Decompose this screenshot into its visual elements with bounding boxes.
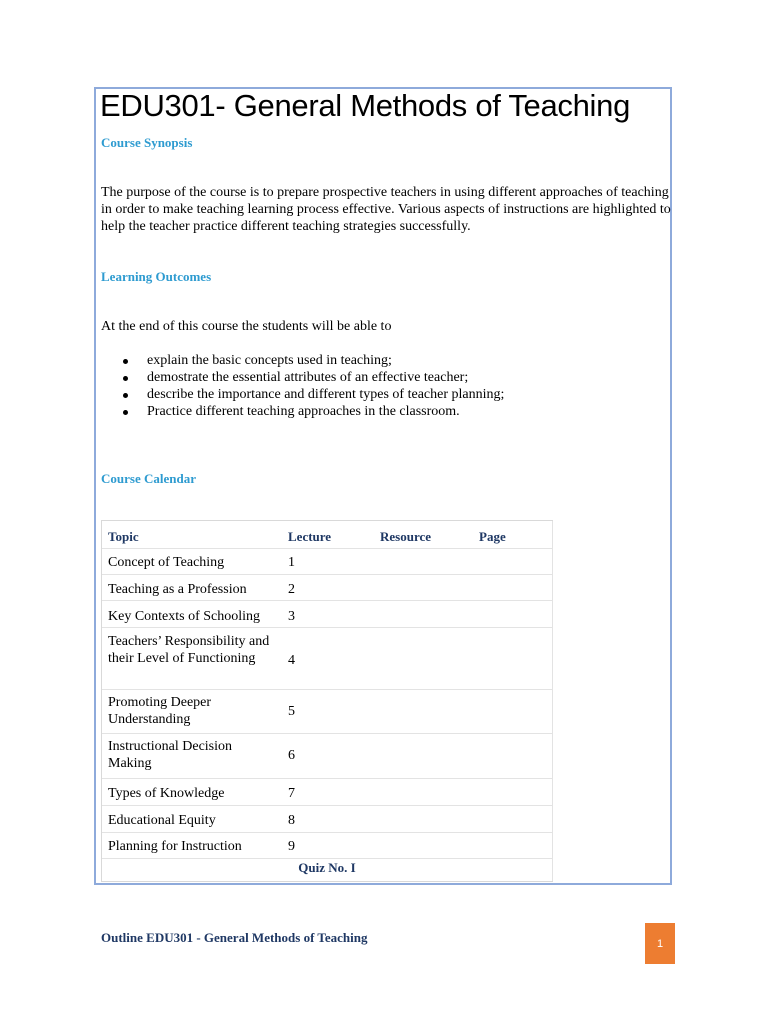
row-lecture: 3 xyxy=(288,609,295,624)
row-topic: Teachers’ Responsibility and their Level of Functioning xyxy=(108,634,270,666)
list-item xyxy=(101,369,504,386)
table-row xyxy=(102,600,552,628)
table-row xyxy=(102,778,552,806)
row-topic: Educational Equity xyxy=(108,813,216,828)
header-topic: Topic xyxy=(108,529,139,544)
outcome-text: explain the basic concepts used in teaching; xyxy=(147,353,392,368)
course-calendar-table xyxy=(101,520,553,882)
row-topic: Instructional Decision Making xyxy=(108,739,233,771)
page-title: EDU301- General Methods of Teaching xyxy=(100,88,631,123)
row-topic: Key Contexts of Schooling xyxy=(108,609,261,624)
page-number-badge xyxy=(645,923,675,964)
row-lecture: 1 xyxy=(288,555,295,570)
row-topic: Teaching as a Profession xyxy=(108,582,247,597)
bullet-icon xyxy=(123,393,128,398)
synopsis-heading: Course Synopsis xyxy=(101,135,193,150)
list-item xyxy=(101,403,504,420)
table-row xyxy=(102,548,552,575)
row-lecture: 4 xyxy=(288,653,295,668)
row-lecture: 2 xyxy=(288,582,295,597)
row-topic: Concept of Teaching xyxy=(108,555,225,570)
row-lecture: 5 xyxy=(288,704,295,719)
table-header-row xyxy=(102,521,552,548)
footer-title: Outline EDU301 - General Methods of Teaching xyxy=(101,930,368,945)
outcomes-list xyxy=(101,352,504,420)
synopsis-text: The purpose of the course is to prepare prospective teachers in using different approaches of teaching in order to make teaching learning process effective. Various aspects of instructions are highlighted to help the teacher practice different teaching strategies successfully. xyxy=(101,185,671,234)
table-row xyxy=(102,689,552,734)
calendar-heading: Course Calendar xyxy=(101,471,196,486)
table-row xyxy=(102,832,552,859)
table-row xyxy=(102,733,552,779)
outcome-text: Practice different teaching approaches in the classroom. xyxy=(147,404,460,419)
table-row xyxy=(102,805,552,833)
row-lecture: 9 xyxy=(288,839,295,854)
bullet-icon xyxy=(123,410,128,415)
header-page: Page xyxy=(479,529,506,544)
list-item xyxy=(101,352,504,369)
table-divider xyxy=(552,521,553,881)
outcomes-heading: Learning Outcomes xyxy=(101,269,212,284)
row-lecture: 8 xyxy=(288,813,295,828)
list-item xyxy=(101,386,504,403)
row-topic: Promoting Deeper Understanding xyxy=(108,695,212,727)
bullet-icon xyxy=(123,376,128,381)
row-topic: Types of Knowledge xyxy=(108,786,225,801)
outcomes-intro: At the end of this course the students will be able to xyxy=(101,319,392,334)
quiz-label: Quiz No. I xyxy=(298,860,356,875)
row-lecture: 7 xyxy=(288,786,295,801)
table-row xyxy=(102,627,552,690)
header-resource: Resource xyxy=(380,529,432,544)
table-row xyxy=(102,574,552,601)
header-lecture: Lecture xyxy=(288,529,332,544)
page-number: 1 xyxy=(656,937,664,950)
row-lecture: 6 xyxy=(288,748,295,763)
outcome-text: describe the importance and different types of teacher planning; xyxy=(147,387,505,402)
bullet-icon xyxy=(123,359,128,364)
row-topic: Planning for Instruction xyxy=(108,839,242,854)
outcome-text: demostrate the essential attributes of an effective teacher; xyxy=(147,370,469,385)
